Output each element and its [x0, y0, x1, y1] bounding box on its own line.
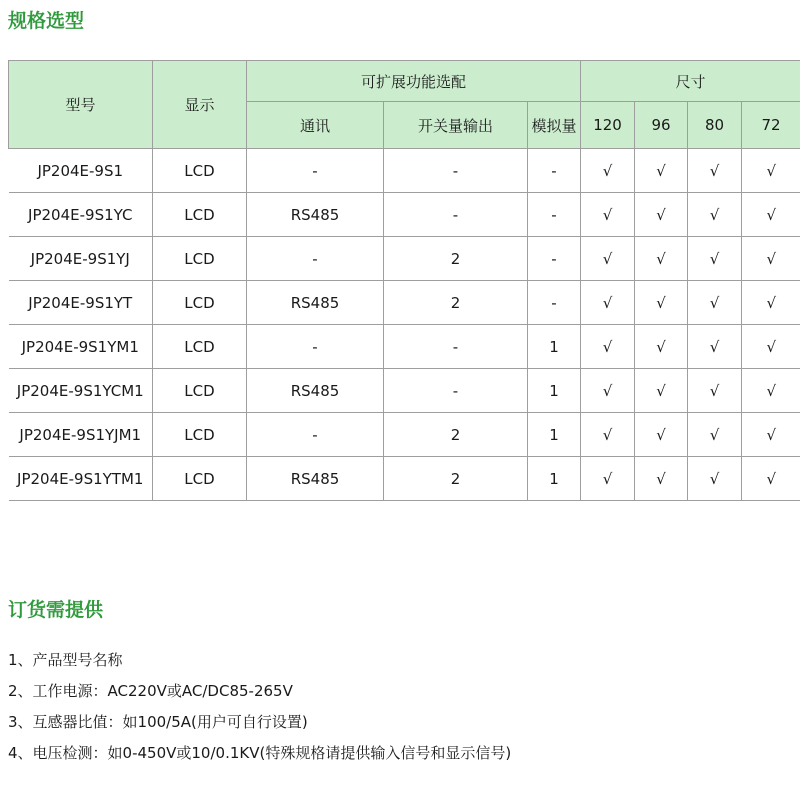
cell-size-120: √: [581, 413, 635, 457]
header-expand-options: 可扩展功能选配: [247, 61, 581, 102]
cell-model: JP204E-9S1: [9, 149, 153, 193]
cell-size-120: √: [581, 149, 635, 193]
header-analog: 模拟量: [528, 102, 581, 149]
cell-size-72: √: [742, 193, 800, 237]
cell-size-80: √: [688, 325, 742, 369]
cell-switch-output: 2: [384, 413, 528, 457]
cell-size-72: √: [742, 149, 800, 193]
list-item: 3、互感器比值：如100/5A(用户可自行设置): [8, 713, 308, 731]
header-display: 显示: [153, 61, 247, 149]
cell-comm: -: [247, 149, 384, 193]
cell-size-80: √: [688, 237, 742, 281]
cell-comm: RS485: [247, 193, 384, 237]
cell-switch-output: -: [384, 325, 528, 369]
cell-size-72: √: [742, 237, 800, 281]
cell-analog: 1: [528, 325, 581, 369]
header-size: 尺寸: [581, 61, 800, 102]
cell-model: JP204E-9S1YT: [9, 281, 153, 325]
list-item: 2、工作电源：AC220V或AC/DC85-265V: [8, 682, 293, 700]
order-section-title: 订货需提供: [8, 599, 104, 621]
cell-model: JP204E-9S1YCM1: [9, 369, 153, 413]
list-item: 4、电压检测：如0-450V或10/0.1KV(特殊规格请提供输入信号和显示信号): [8, 744, 512, 762]
cell-analog: -: [528, 281, 581, 325]
spec-section-title: 规格选型: [8, 10, 85, 32]
cell-analog: -: [528, 149, 581, 193]
cell-display: LCD: [153, 457, 247, 501]
table-row: [9, 149, 800, 193]
cell-size-72: √: [742, 325, 800, 369]
cell-size-96: √: [635, 457, 688, 501]
cell-analog: -: [528, 193, 581, 237]
cell-size-96: √: [635, 281, 688, 325]
cell-switch-output: 2: [384, 457, 528, 501]
cell-size-120: √: [581, 325, 635, 369]
cell-model: JP204E-9S1YTM1: [9, 457, 153, 501]
cell-comm: -: [247, 325, 384, 369]
cell-display: LCD: [153, 237, 247, 281]
header-size-96: 96: [635, 102, 688, 149]
cell-size-120: √: [581, 237, 635, 281]
table-row: [9, 369, 800, 413]
cell-comm: -: [247, 237, 384, 281]
cell-switch-output: -: [384, 193, 528, 237]
table-row: [9, 457, 800, 501]
cell-size-72: √: [742, 369, 800, 413]
cell-model: JP204E-9S1YJ: [9, 237, 153, 281]
cell-comm: RS485: [247, 369, 384, 413]
table-row: [9, 193, 800, 237]
header-switch-output: 开关量输出: [384, 102, 528, 149]
cell-display: LCD: [153, 413, 247, 457]
cell-switch-output: -: [384, 369, 528, 413]
cell-size-72: √: [742, 413, 800, 457]
header-size-72: 72: [742, 102, 800, 149]
cell-size-96: √: [635, 237, 688, 281]
cell-size-96: √: [635, 369, 688, 413]
cell-size-72: √: [742, 281, 800, 325]
cell-display: LCD: [153, 369, 247, 413]
cell-display: LCD: [153, 281, 247, 325]
list-item: 1、产品型号名称: [8, 651, 123, 669]
cell-size-96: √: [635, 149, 688, 193]
order-requirements-list: [8, 645, 511, 769]
cell-analog: 1: [528, 457, 581, 501]
cell-switch-output: 2: [384, 237, 528, 281]
cell-size-80: √: [688, 369, 742, 413]
cell-size-96: √: [635, 193, 688, 237]
cell-analog: 1: [528, 413, 581, 457]
cell-size-80: √: [688, 281, 742, 325]
cell-switch-output: -: [384, 149, 528, 193]
table-row: [9, 325, 800, 369]
table-row: [9, 413, 800, 457]
cell-display: LCD: [153, 149, 247, 193]
cell-analog: -: [528, 237, 581, 281]
cell-size-80: √: [688, 413, 742, 457]
cell-model: JP204E-9S1YM1: [9, 325, 153, 369]
cell-comm: RS485: [247, 457, 384, 501]
table-row: [9, 281, 800, 325]
cell-size-120: √: [581, 369, 635, 413]
cell-size-120: √: [581, 457, 635, 501]
cell-display: LCD: [153, 325, 247, 369]
cell-model: JP204E-9S1YJM1: [9, 413, 153, 457]
cell-size-80: √: [688, 149, 742, 193]
cell-size-80: √: [688, 457, 742, 501]
table-row: [9, 237, 800, 281]
header-comm: 通讯: [247, 102, 384, 149]
header-model: 型号: [9, 61, 153, 149]
spec-table: [8, 60, 800, 501]
cell-model: JP204E-9S1YC: [9, 193, 153, 237]
cell-comm: -: [247, 413, 384, 457]
header-size-120: 120: [581, 102, 635, 149]
cell-size-120: √: [581, 281, 635, 325]
cell-comm: RS485: [247, 281, 384, 325]
cell-size-96: √: [635, 325, 688, 369]
cell-analog: 1: [528, 369, 581, 413]
cell-size-72: √: [742, 457, 800, 501]
cell-switch-output: 2: [384, 281, 528, 325]
header-size-80: 80: [688, 102, 742, 149]
cell-display: LCD: [153, 193, 247, 237]
cell-size-96: √: [635, 413, 688, 457]
cell-size-120: √: [581, 193, 635, 237]
cell-size-80: √: [688, 193, 742, 237]
